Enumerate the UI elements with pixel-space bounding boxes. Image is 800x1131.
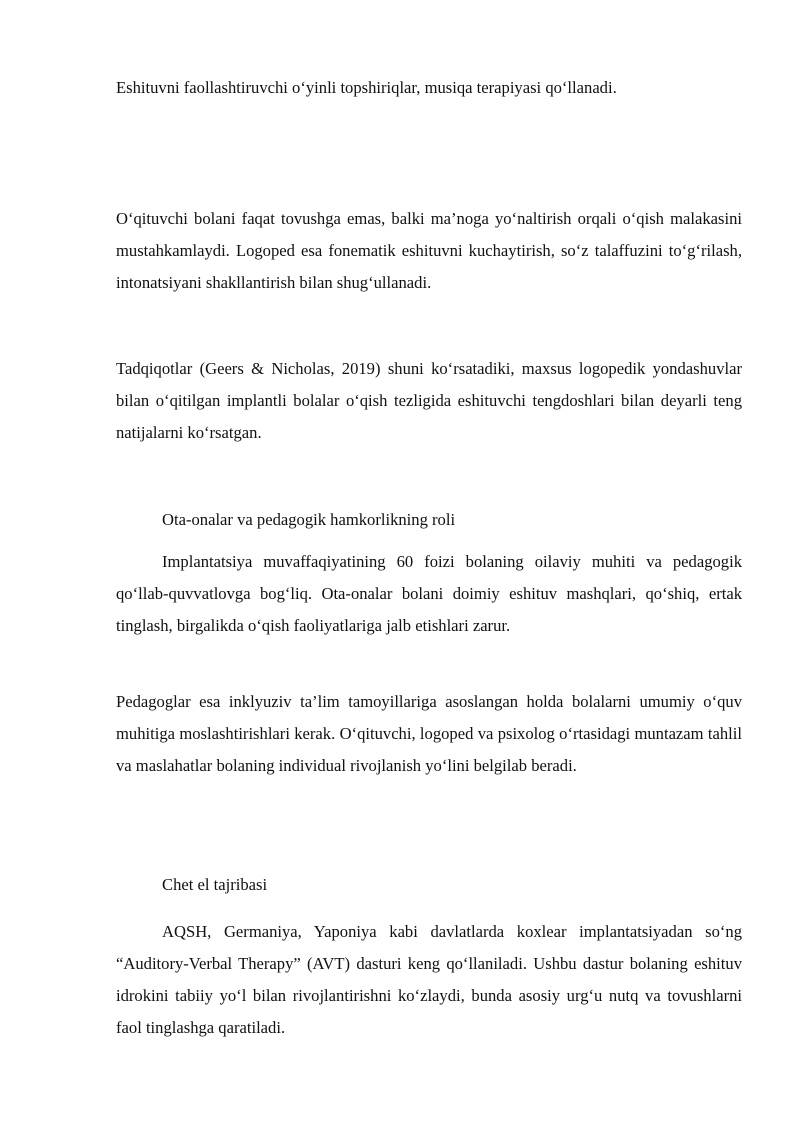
paragraph-implantatsiya: Implantatsiya muvaffaqiyatining 60 foizi bolaning oilaviy muhiti va pedagogik qo‘llab-quvvatlovga bog‘liq. Ota-onalar bolani doimiy eshituv mashqlari, qo‘shiq, ertak tinglash, birgalikda o‘qish faoliyatlariga jalb etishlari zarur.: [116, 552, 742, 635]
paragraph-pedagoglar: Pedagoglar esa inklyuziv ta’lim tamoyillariga asoslangan holda bolalarni umumiy o‘quv muhitiga moslashtirishlari kerak. O‘qituvchi, logoped va psixolog o‘rtasidagi muntazam tahlil va maslahatlar bolaning individual rivojlanish yo‘lini belgilab beradi.: [116, 692, 742, 775]
paragraph-eshituv-faollashtirish: Eshituvni faollashtiruvchi o‘yinli topshiriqlar, musiqa terapiyasi qo‘llanadi.: [116, 78, 617, 97]
section-heading-chet-el: Chet el tajribasi: [162, 875, 268, 894]
paragraph-aqsh-tajribasi: AQSH, Germaniya, Yaponiya kabi davlatlarda koxlear implantatsiyadan so‘ng “Auditory-Verbal Therapy” (AVT) dasturi keng qo‘llaniladi. Ushbu dastur bolaning eshituv idrokini tabiiy yo‘l bilan rivojlantirishni ko‘zlaydi, bunda asosiy urg‘u nutq va tovushlarni faol tinglashga qaratiladi.: [116, 922, 742, 1037]
section-heading-ota-onalar: Ota-onalar va pedagogik hamkorlikning roli: [162, 510, 456, 529]
paragraph-tadqiqotlar: Tadqiqotlar (Geers & Nicholas, 2019) shuni ko‘rsatadiki, maxsus logopedik yondashuvlar bilan o‘qitilgan implantli bolalar o‘qish tezligida eshituvchi tengdoshlari bilan deyarli teng natijalarni ko‘rsatgan.: [116, 359, 742, 442]
paragraph-oqituvchi-logoped: O‘qituvchi bolani faqat tovushga emas, balki ma’noga yo‘naltirish orqali o‘qish malakasini mustahkamlaydi. Logoped esa fonematik eshituvni kuchaytirish, so‘z talaffuzini to‘g‘rilash, intonatsiyani shakllantirish bilan shug‘ullanadi.: [116, 209, 742, 292]
